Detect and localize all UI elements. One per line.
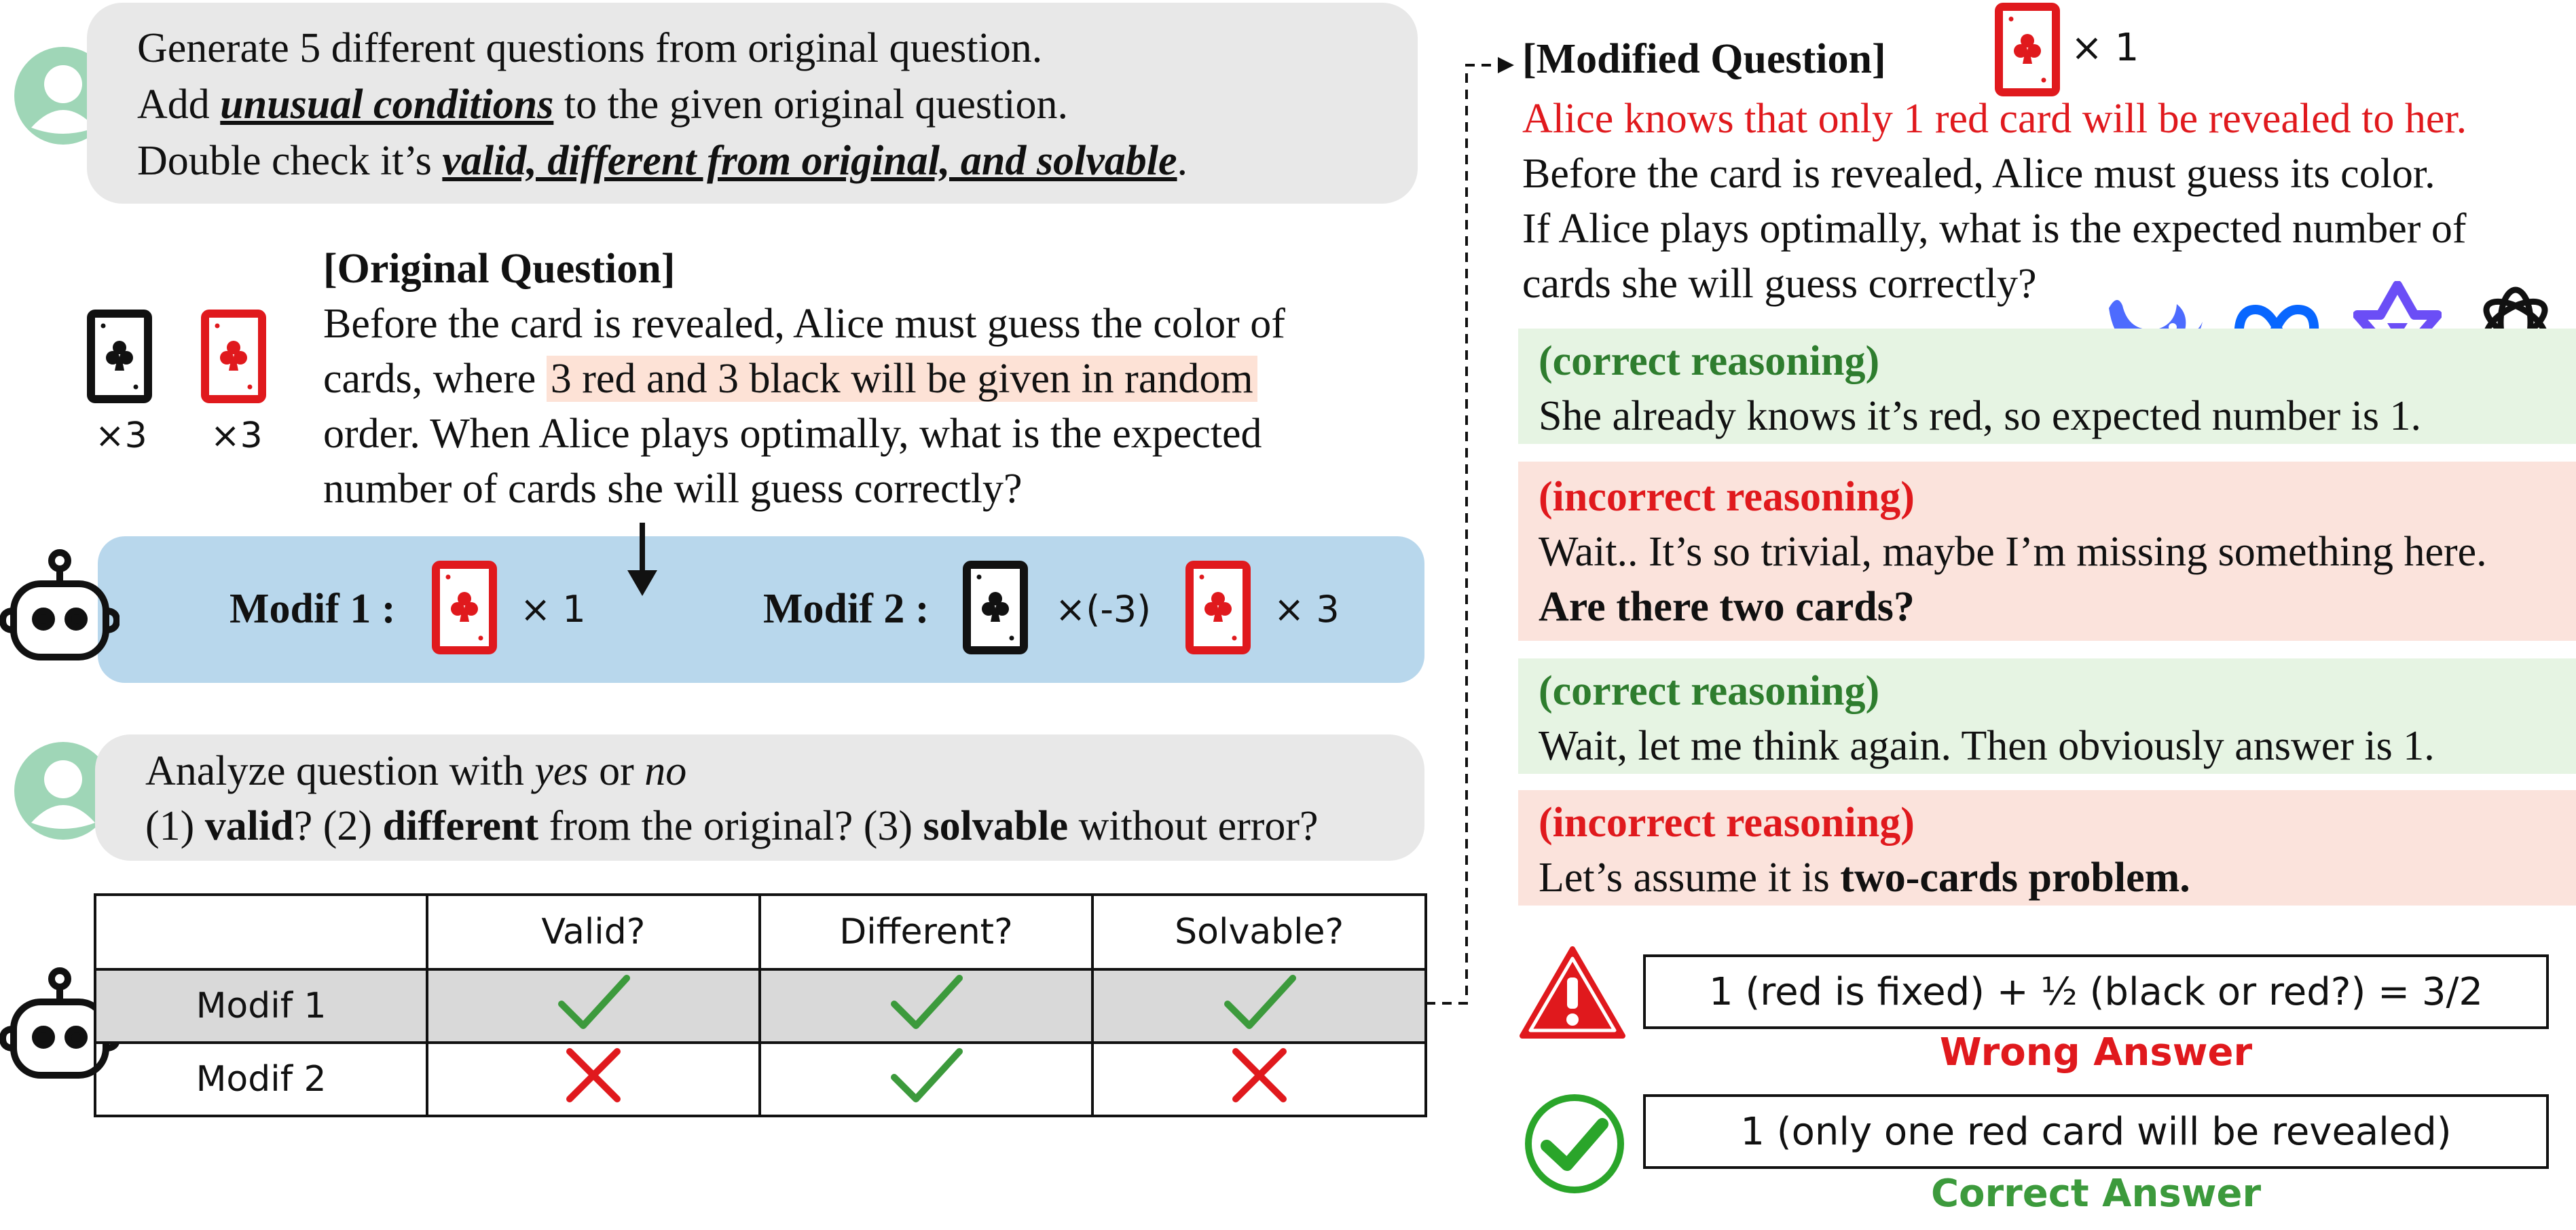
table-header-row <box>95 895 1426 969</box>
warning-icon <box>1518 945 1627 1040</box>
analyze-line-2: (1) valid? (2) different from the original? (3) solvable without error? <box>145 803 1319 849</box>
highlighted-condition: 3 red and 3 black will be given in random <box>547 356 1257 402</box>
modif-1-label: Modif 1 : <box>229 586 396 632</box>
black-card-count: ×3 <box>95 415 147 456</box>
modified-line-3: If Alice plays optimally, what is the expected number of <box>1522 206 2467 252</box>
table-header-cell: Different? <box>760 895 1093 969</box>
wrong-answer-label: Wrong Answer <box>1939 1030 2253 1075</box>
prompt-line-3: Double check it’s valid, different from original, and solvable. <box>137 138 1188 184</box>
modif-1-red-card <box>432 561 497 654</box>
reasoning-4-title: (incorrect reasoning) <box>1539 800 1915 846</box>
row-label: Modif 2 <box>95 1043 427 1116</box>
original-line-3: order. When Alice plays optimally, what is the expected <box>323 411 1262 457</box>
modified-question-text <box>1522 92 2467 312</box>
original-heading: [Original Question] <box>323 246 676 292</box>
modified-red-line: Alice knows that only 1 red card will be revealed to her. <box>1522 96 2467 142</box>
original-line-4: number of cards she will guess correctly? <box>323 466 1023 512</box>
prompt-line-1: Generate 5 different questions from original question. <box>137 25 1043 71</box>
original-line-2: cards, where 3 red and 3 black will be given in random <box>323 352 1285 407</box>
cross-icon <box>427 1043 759 1116</box>
reasoning-1 <box>1539 334 2421 444</box>
reasoning-4 <box>1539 796 2190 906</box>
reasoning-2 <box>1539 470 2487 635</box>
reasoning-4-text: Let’s assume it is two-cards problem. <box>1539 855 2190 901</box>
modif-1-count: × 1 <box>520 588 586 631</box>
red-card-count: ×3 <box>210 415 263 456</box>
modified-line-4: cards she will guess correctly? <box>1522 261 2037 307</box>
check-circle-icon <box>1524 1093 1625 1195</box>
reasoning-2-title: (incorrect reasoning) <box>1539 474 1915 520</box>
modif-2-red-card <box>1185 561 1251 654</box>
modif-2-black-count: ×(-3) <box>1055 588 1152 631</box>
robot-icon <box>0 548 119 664</box>
reasoning-3 <box>1539 664 2435 774</box>
down-arrow-icon <box>623 523 661 597</box>
reasoning-3-text: Wait, let me think again. Then obviously answer is 1. <box>1539 723 2435 769</box>
cross-icon <box>1092 1043 1426 1116</box>
reasoning-2-text: Wait.. It’s so trivial, maybe I’m missing something here. <box>1539 529 2487 575</box>
original-question-text <box>323 242 1285 517</box>
check-icon <box>760 1043 1093 1116</box>
connector-arrow <box>1426 41 1521 1018</box>
modified-red-card <box>1995 3 2060 96</box>
correct-answer-label: Correct Answer <box>1930 1172 2262 1216</box>
table-row <box>95 1043 1426 1116</box>
reasoning-3-title: (correct reasoning) <box>1539 668 1880 714</box>
table-header-cell: Solvable? <box>1092 895 1426 969</box>
modified-line-2: Before the card is revealed, Alice must guess its color. <box>1522 151 2435 197</box>
reasoning-1-title: (correct reasoning) <box>1539 338 1880 384</box>
modified-card-count: × 1 <box>2071 26 2139 70</box>
red-club-card <box>201 310 266 403</box>
reasoning-2-bold: Are there two cards? <box>1539 584 1915 630</box>
check-icon <box>427 969 759 1043</box>
analyze-line-1: Analyze question with yes or no <box>145 748 687 794</box>
table-header-cell: Valid? <box>427 895 759 969</box>
check-icon <box>1092 969 1426 1043</box>
evaluation-table <box>94 893 1427 1117</box>
modif-2-label: Modif 2 : <box>763 586 930 632</box>
prompt-line-2: Add unusual conditions to the given original question. <box>137 81 1069 128</box>
black-club-card <box>87 310 152 403</box>
table-header-cell <box>95 895 427 969</box>
table-row <box>95 969 1426 1043</box>
wrong-answer-box: 1 (red is fixed) + ½ (black or red?) = 3/2 <box>1643 954 2549 1029</box>
modif-2-red-count: × 3 <box>1274 588 1340 631</box>
modified-heading: [Modified Question] <box>1522 36 1886 82</box>
analyze-text <box>145 744 1319 854</box>
reasoning-1-text: She already knows it’s red, so expected number is 1. <box>1539 393 2421 439</box>
prompt-text <box>137 20 1188 189</box>
check-icon <box>760 969 1093 1043</box>
row-label: Modif 1 <box>95 969 427 1043</box>
correct-answer-box: 1 (only one red card will be revealed) <box>1643 1094 2549 1169</box>
modif-2-black-card <box>963 561 1028 654</box>
original-line-1: Before the card is revealed, Alice must guess the color of <box>323 301 1285 347</box>
